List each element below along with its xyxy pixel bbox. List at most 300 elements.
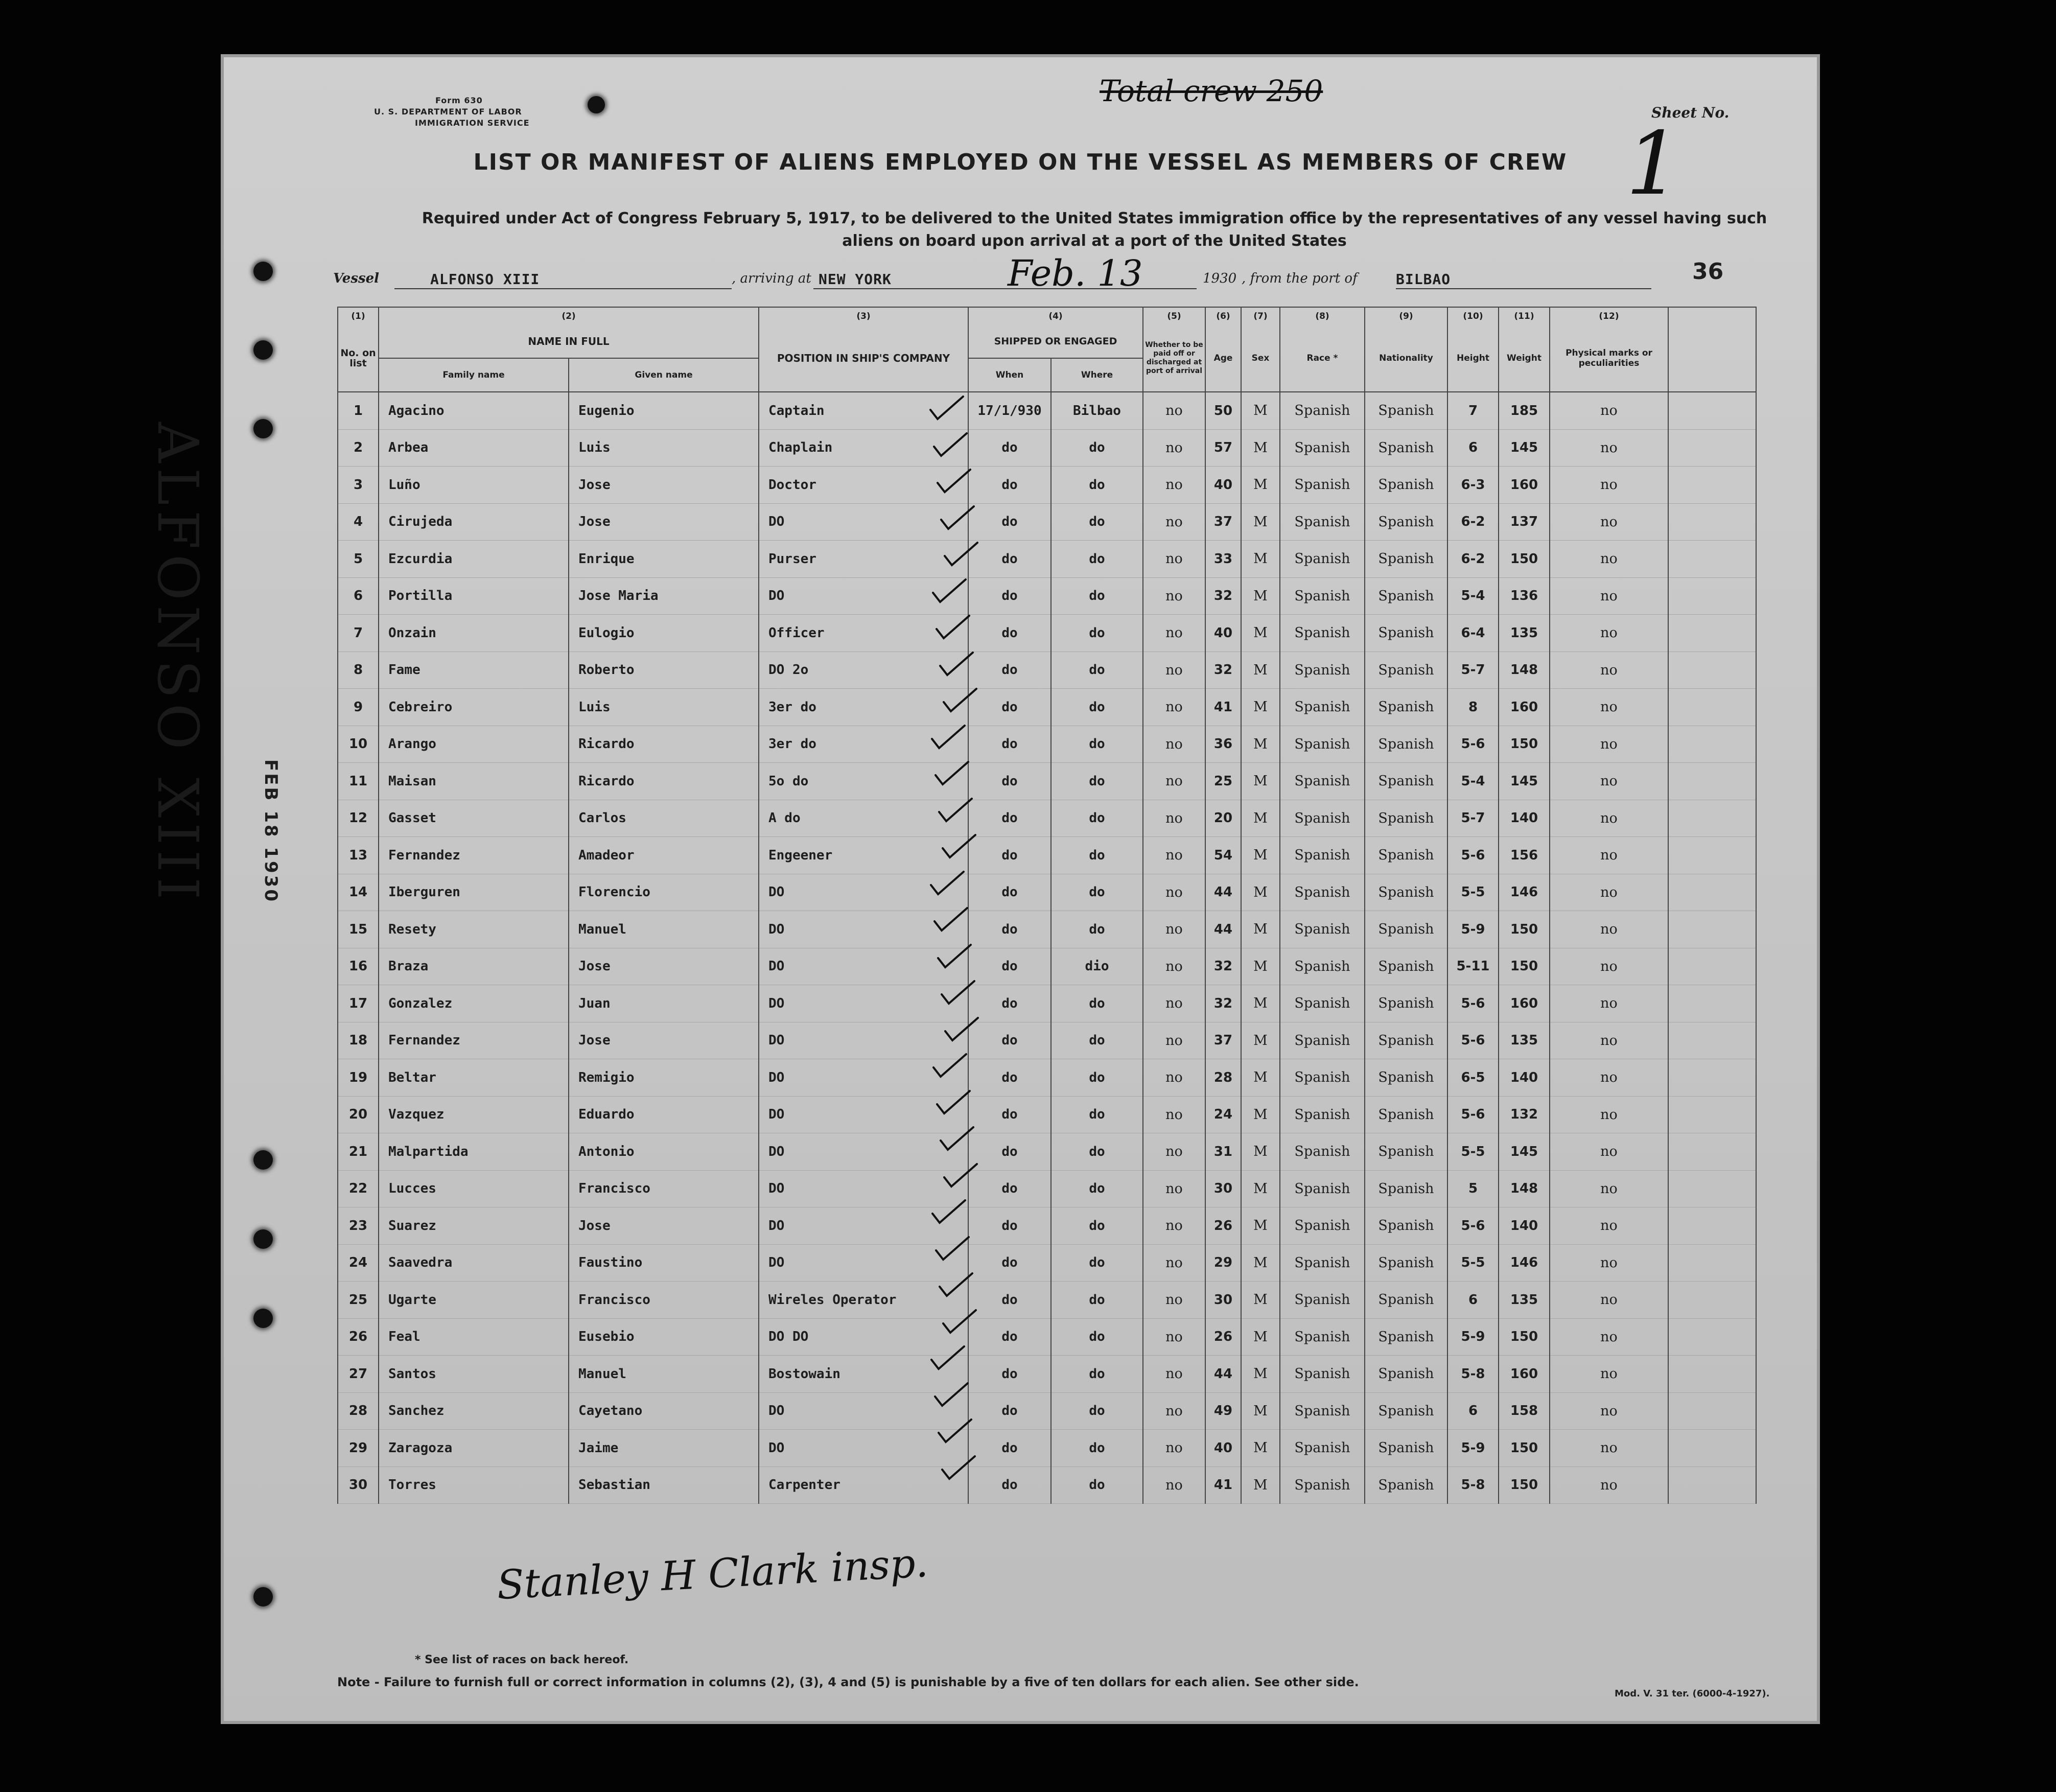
table-row [338,1467,1756,1504]
age-cell: 32 [1205,985,1241,1022]
nationality-cell: Spanish [1365,1430,1447,1467]
paid-off-cell: no [1143,1207,1205,1245]
height-cell: 6-5 [1447,1059,1499,1097]
physical-marks-cell: no [1550,615,1668,652]
race-cell: Spanish [1280,541,1365,578]
position-cell: Doctor [759,467,968,504]
shipped-when-cell: do [968,541,1051,578]
position-cell: Captain [759,392,968,429]
shipped-where-cell: do [1051,1207,1143,1245]
vessel-name: ALFONSO XIII [430,271,540,288]
height-cell: 7 [1447,392,1499,429]
header-family-name: Family name [379,358,569,392]
nationality-cell: Spanish [1365,874,1447,911]
sex-cell: M [1241,1356,1280,1393]
family-name-cell: Arango [379,726,569,763]
row-number-cell: 13 [338,837,379,874]
paid-off-cell: no [1143,1356,1205,1393]
given-name-cell: Antonio [569,1133,759,1171]
check-mark-icon [934,1235,971,1262]
age-cell: 36 [1205,726,1241,763]
row-number-cell: 24 [338,1244,379,1282]
punch-hole [253,1309,273,1328]
sex-cell: M [1241,541,1280,578]
table-row [338,874,1756,911]
height-cell: 5 [1447,1170,1499,1207]
punch-hole [253,340,273,360]
check-mark-icon [929,1344,966,1371]
check-mark-icon [936,943,973,969]
given-name-cell: Jose [569,503,759,541]
paid-off-cell: no [1143,763,1205,800]
given-name-cell: Luis [569,689,759,726]
table-row [338,948,1756,985]
shipped-where-cell: do [1051,503,1143,541]
nationality-cell: Spanish [1365,1356,1447,1393]
position-cell: DO [759,1133,968,1171]
shipped-when-cell: do [968,1356,1051,1393]
physical-marks-cell: no [1550,911,1668,948]
check-mark-icon [937,797,974,823]
nationality-cell: Spanish [1365,615,1447,652]
header-physical-marks: Physical marks or peculiarities [1550,324,1668,392]
blank-cell [1668,1022,1756,1059]
given-name-cell: Eusebio [569,1318,759,1356]
position-cell: DO [759,1430,968,1467]
given-name-cell: Roberto [569,651,759,689]
nationality-cell: Spanish [1365,1318,1447,1356]
age-cell: 32 [1205,577,1241,615]
weight-cell: 150 [1499,726,1550,763]
table-row [338,541,1756,578]
sex-cell: M [1241,503,1280,541]
paid-off-cell: no [1143,577,1205,615]
family-name-cell: Suarez [379,1207,569,1245]
weight-cell: 146 [1499,874,1550,911]
paid-off-cell: no [1143,800,1205,837]
blank-cell [1668,1356,1756,1393]
check-mark-icon [933,760,970,786]
shipped-where-cell: do [1051,1170,1143,1207]
table-row [338,1022,1756,1059]
manifest-title: LIST OR MANIFEST OF ALIENS EMPLOYED ON THE VESSEL AS MEMBERS OF CREW [473,149,1568,175]
row-number-cell: 21 [338,1133,379,1171]
sex-cell: M [1241,615,1280,652]
sex-cell: M [1241,837,1280,874]
age-cell: 32 [1205,651,1241,689]
department-label: U. S. DEPARTMENT OF LABOR [374,107,522,117]
sex-cell: M [1241,651,1280,689]
shipped-when-cell: do [968,1392,1051,1430]
nationality-cell: Spanish [1365,837,1447,874]
check-mark-icon [929,870,966,896]
height-cell: 5-6 [1447,837,1499,874]
height-cell: 5-4 [1447,763,1499,800]
physical-marks-cell: no [1550,1059,1668,1097]
age-cell: 25 [1205,763,1241,800]
shipped-when-cell: do [968,763,1051,800]
age-cell: 41 [1205,1467,1241,1504]
shipped-when-cell: do [968,800,1051,837]
position-cell: A do [759,800,968,837]
position-cell: DO [759,577,968,615]
shipped-when-cell: do [968,467,1051,504]
blank-cell [1668,985,1756,1022]
position-cell: DO [759,503,968,541]
table-row [338,467,1756,504]
blank-cell [1668,1282,1756,1319]
blank-cell [1668,911,1756,948]
sex-cell: M [1241,726,1280,763]
table-row [338,1282,1756,1319]
sex-cell: M [1241,763,1280,800]
race-footnote: * See list of races on back hereof. [415,1654,629,1666]
col11-number: (11) [1499,307,1550,324]
family-name-cell: Agacino [379,392,569,429]
age-cell: 31 [1205,1133,1241,1171]
height-cell: 5-5 [1447,1133,1499,1171]
family-name-cell: Vazquez [379,1096,569,1133]
blank-cell [1668,392,1756,429]
punch-hole [253,1150,273,1170]
physical-marks-cell: no [1550,726,1668,763]
age-cell: 29 [1205,1244,1241,1282]
age-cell: 40 [1205,467,1241,504]
family-name-cell: Ugarte [379,1282,569,1319]
table-row [338,503,1756,541]
family-name-cell: Cebreiro [379,689,569,726]
table-row [338,1318,1756,1356]
crew-manifest-table [337,307,1757,1504]
race-cell: Spanish [1280,911,1365,948]
weight-cell: 137 [1499,503,1550,541]
header-height: Height [1447,324,1499,392]
check-mark-icon [932,431,969,458]
given-name-cell: Eugenio [569,392,759,429]
sex-cell: M [1241,1096,1280,1133]
from-port-underline [1396,288,1651,289]
vessel-label: Vessel [333,271,380,286]
physical-marks-cell: no [1550,503,1668,541]
row-number-cell: 12 [338,800,379,837]
age-cell: 30 [1205,1170,1241,1207]
sex-cell: M [1241,689,1280,726]
col10-number: (10) [1447,307,1499,324]
weight-cell: 185 [1499,392,1550,429]
nationality-cell: Spanish [1365,1170,1447,1207]
age-cell: 30 [1205,1282,1241,1319]
physical-marks-cell: no [1550,1430,1668,1467]
family-name-cell: Malpartida [379,1133,569,1171]
nationality-cell: Spanish [1365,1392,1447,1430]
paid-off-cell: no [1143,874,1205,911]
shipped-when-cell: do [968,1096,1051,1133]
position-cell: 5o do [759,763,968,800]
family-name-cell: Braza [379,948,569,985]
paid-off-cell: no [1143,615,1205,652]
height-cell: 6-4 [1447,615,1499,652]
family-name-cell: Feal [379,1318,569,1356]
shipped-when-cell: do [968,911,1051,948]
blank-cell [1668,577,1756,615]
nationality-cell: Spanish [1365,467,1447,504]
shipped-when-cell: do [968,577,1051,615]
age-cell: 32 [1205,948,1241,985]
check-mark-icon [930,1198,967,1225]
race-cell: Spanish [1280,985,1365,1022]
weight-cell: 160 [1499,985,1550,1022]
age-cell: 26 [1205,1207,1241,1245]
position-cell: Officer [759,615,968,652]
form-code: Mod. V. 31 ter. (6000-4-1927). [1615,1688,1770,1699]
check-mark-icon [931,1052,968,1079]
check-mark-icon [942,687,978,713]
sex-cell: M [1241,577,1280,615]
shipped-where-cell: do [1051,763,1143,800]
table-row [338,1392,1756,1430]
row-number-cell: 17 [338,985,379,1022]
position-cell: Wireles Operator [759,1282,968,1319]
physical-marks-cell: no [1550,541,1668,578]
check-mark-icon [943,541,979,567]
race-cell: Spanish [1280,726,1365,763]
service-label: IMMIGRATION SERVICE [415,118,530,128]
physical-marks-cell: no [1550,577,1668,615]
paid-off-cell: no [1143,726,1205,763]
physical-marks-cell: no [1550,1282,1668,1319]
shipped-where-cell: do [1051,651,1143,689]
height-cell: 5-9 [1447,911,1499,948]
height-cell: 5-6 [1447,1096,1499,1133]
given-name-cell: Jose [569,467,759,504]
sex-cell: M [1241,911,1280,948]
sex-cell: M [1241,1467,1280,1504]
given-name-cell: Francisco [569,1282,759,1319]
race-cell: Spanish [1280,615,1365,652]
family-name-cell: Luño [379,467,569,504]
family-name-cell: Portilla [379,577,569,615]
age-cell: 49 [1205,1392,1241,1430]
paid-off-cell: no [1143,1392,1205,1430]
form-id-block [374,95,530,129]
shipped-where-cell: do [1051,1392,1143,1430]
header-paid-off: Whether to be paid off or discharged at port of arrival [1143,324,1205,392]
footer-note [337,1675,1359,1689]
from-port-label: , from the port of [1242,271,1358,286]
sheet-number-label: Sheet No. [1651,104,1730,121]
shipped-when-cell: do [968,874,1051,911]
check-mark-icon [939,504,976,531]
age-cell: 44 [1205,874,1241,911]
age-cell: 24 [1205,1096,1241,1133]
shipped-when-cell: do [968,1207,1051,1245]
paid-off-cell: no [1143,429,1205,467]
shipped-when-cell: do [968,1059,1051,1097]
col6-number: (6) [1205,307,1241,324]
sex-cell: M [1241,467,1280,504]
check-mark-icon [928,394,965,421]
shipped-when-cell: do [968,429,1051,467]
height-cell: 8 [1447,689,1499,726]
nationality-cell: Spanish [1365,1467,1447,1504]
weight-cell: 160 [1499,467,1550,504]
header-sex: Sex [1241,324,1280,392]
paid-off-cell: no [1143,689,1205,726]
height-cell: 6 [1447,1282,1499,1319]
physical-marks-cell: no [1550,1133,1668,1171]
sex-cell: M [1241,1170,1280,1207]
paid-off-cell: no [1143,503,1205,541]
race-cell: Spanish [1280,1392,1365,1430]
paid-off-cell: no [1143,467,1205,504]
col7-number: (7) [1241,307,1280,324]
height-cell: 5-7 [1447,651,1499,689]
family-name-cell: Santos [379,1356,569,1393]
family-name-cell: Torres [379,1467,569,1504]
blank-cell [1668,837,1756,874]
position-cell: DO [759,1096,968,1133]
check-mark-icon [934,614,971,640]
header-shipped-or-engaged: SHIPPED OR ENGAGED [968,324,1143,358]
sex-cell: M [1241,1392,1280,1430]
check-mark-icon [943,1016,980,1042]
shipped-when-cell: do [968,615,1051,652]
check-mark-icon [938,650,975,677]
row-number-cell: 11 [338,763,379,800]
shipped-when-cell: do [968,985,1051,1022]
physical-marks-cell: no [1550,689,1668,726]
given-name-cell: Florencio [569,874,759,911]
sex-cell: M [1241,1207,1280,1245]
col12-number: (12) [1550,307,1668,324]
nationality-cell: Spanish [1365,1022,1447,1059]
footer-note-label: Note [337,1675,370,1689]
check-mark-icon [930,724,967,750]
table-row [338,1244,1756,1282]
given-name-cell: Jose [569,948,759,985]
blank-cell [1668,541,1756,578]
row-number-cell: 8 [338,651,379,689]
shipped-where-cell: do [1051,874,1143,911]
col4-number: (4) [968,307,1143,324]
table-row [338,911,1756,948]
row-number-cell: 30 [338,1467,379,1504]
weight-cell: 135 [1499,1282,1550,1319]
blank-cell [1668,1096,1756,1133]
nationality-cell: Spanish [1365,503,1447,541]
paid-off-cell: no [1143,1318,1205,1356]
age-cell: 44 [1205,1356,1241,1393]
shipped-when-cell: do [968,948,1051,985]
sex-cell: M [1241,392,1280,429]
physical-marks-cell: no [1550,467,1668,504]
shipped-where-cell: do [1051,615,1143,652]
row-number-cell: 29 [338,1430,379,1467]
punch-hole [253,1587,273,1607]
weight-cell: 140 [1499,1059,1550,1097]
paid-off-cell: no [1143,1244,1205,1282]
col8-number: (8) [1280,307,1365,324]
race-cell: Spanish [1280,1356,1365,1393]
nationality-cell: Spanish [1365,726,1447,763]
sex-cell: M [1241,874,1280,911]
blank-column-header [1668,307,1756,392]
paid-off-cell: no [1143,948,1205,985]
row-number-cell: 19 [338,1059,379,1097]
family-name-cell: Gasset [379,800,569,837]
from-port: BILBAO [1396,271,1451,288]
nationality-cell: Spanish [1365,1059,1447,1097]
header-given-name: Given name [569,358,759,392]
race-cell: Spanish [1280,1133,1365,1171]
given-name-cell: Juan [569,985,759,1022]
nationality-cell: Spanish [1365,1207,1447,1245]
physical-marks-cell: no [1550,1096,1668,1133]
punch-hole [253,262,273,281]
check-mark-icon [936,468,972,494]
shipped-where-cell: do [1051,1244,1143,1282]
punch-hole [588,96,605,113]
nationality-cell: Spanish [1365,541,1447,578]
nationality-cell: Spanish [1365,1096,1447,1133]
physical-marks-cell: no [1550,1022,1668,1059]
sex-cell: M [1241,948,1280,985]
weight-cell: 150 [1499,1318,1550,1356]
height-cell: 5-7 [1447,800,1499,837]
position-cell: Purser [759,541,968,578]
height-cell: 6-2 [1447,503,1499,541]
table-row [338,763,1756,800]
check-mark-icon [938,1271,974,1298]
paid-off-cell: no [1143,1170,1205,1207]
age-cell: 44 [1205,911,1241,948]
shipped-where-cell: do [1051,1059,1143,1097]
shipped-where-cell: do [1051,467,1143,504]
table-row [338,1170,1756,1207]
shipped-when-cell: do [968,837,1051,874]
row-number-cell: 7 [338,615,379,652]
header-weight: Weight [1499,324,1550,392]
given-name-cell: Eulogio [569,615,759,652]
family-name-cell: Zaragoza [379,1430,569,1467]
check-mark-icon [940,979,976,1006]
row-number-cell: 23 [338,1207,379,1245]
sex-cell: M [1241,985,1280,1022]
given-name-cell: Jose Maria [569,577,759,615]
physical-marks-cell: no [1550,763,1668,800]
nationality-cell: Spanish [1365,1282,1447,1319]
side-date-stamp: FEB 18 1930 [261,759,281,903]
table-row [338,689,1756,726]
row-number-cell: 26 [338,1318,379,1356]
check-mark-icon [941,1308,978,1335]
header-when: When [968,358,1051,392]
physical-marks-cell: no [1550,1244,1668,1282]
row-number-cell: 3 [338,467,379,504]
sex-cell: M [1241,1022,1280,1059]
physical-marks-cell: no [1550,1170,1668,1207]
given-name-cell: Manuel [569,1356,759,1393]
shipped-where-cell: do [1051,1096,1143,1133]
nationality-cell: Spanish [1365,689,1447,726]
manifest-page [145,54,1820,1724]
sex-cell: M [1241,1282,1280,1319]
paid-off-cell: no [1143,1467,1205,1504]
height-cell: 5-9 [1447,1430,1499,1467]
race-cell: Spanish [1280,1282,1365,1319]
table-row [338,837,1756,874]
check-mark-icon [941,833,977,859]
